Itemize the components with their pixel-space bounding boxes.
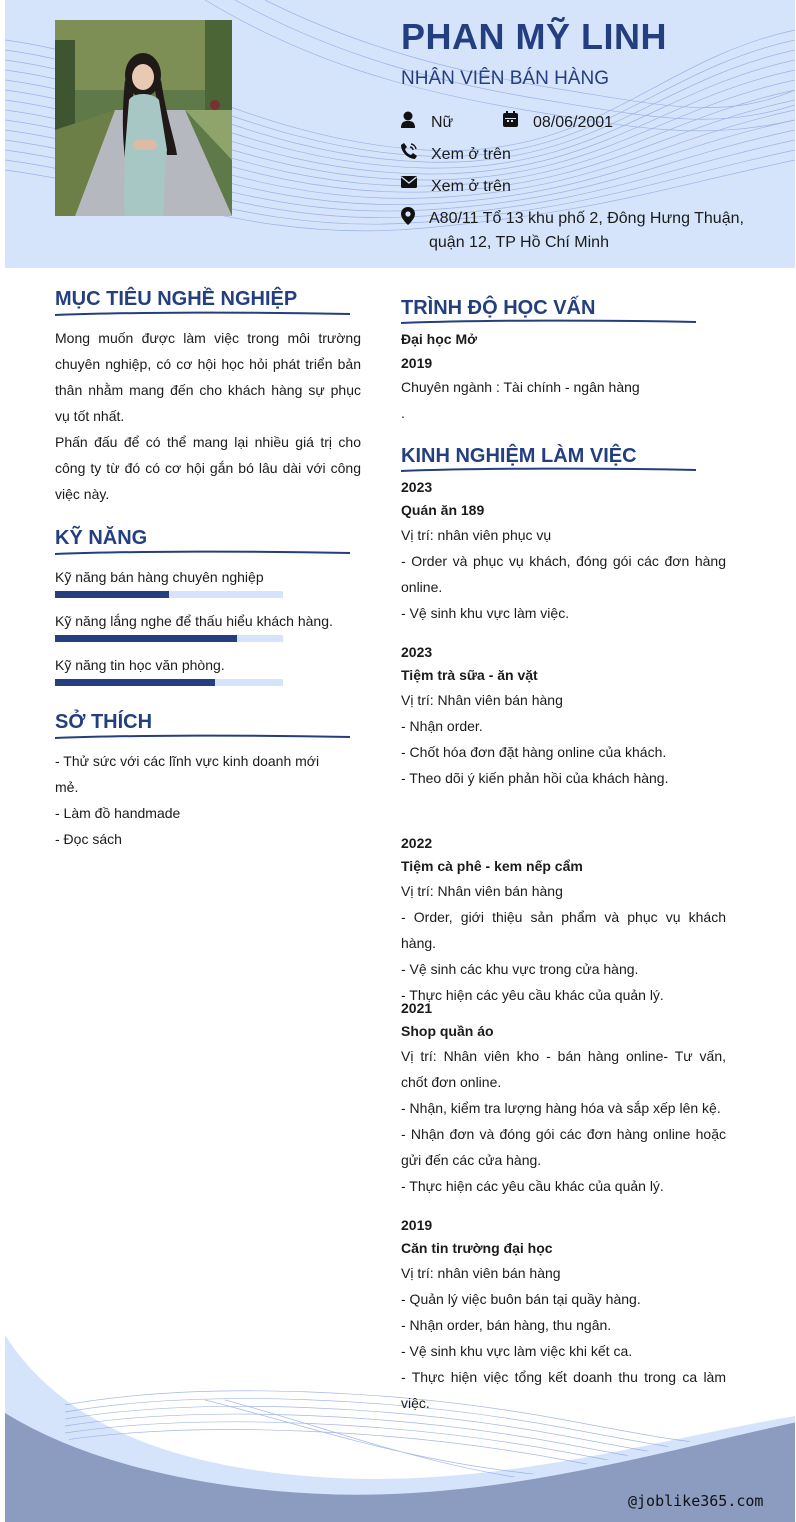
job-line: Vị trí: nhân viên bán hàng xyxy=(401,1265,561,1281)
gender-value: Nữ xyxy=(431,114,454,131)
gender-row xyxy=(401,111,453,135)
job-entry xyxy=(401,476,726,626)
phone-row xyxy=(401,143,511,167)
job-company: Quán ăn 189 xyxy=(401,502,485,518)
job-line: - Quản lý việc buôn bán tại quầy hàng. xyxy=(401,1291,641,1307)
objective-paragraph-1: Mong muốn được làm việc trong môi trường chuyên nghiệp, có cơ hội học hỏi phát triển bản thân nhằm mang đến cho khách hàng sự phục vụ tốt nhất. xyxy=(55,330,361,424)
job-line: Vị trí: Nhân viên bán hàng xyxy=(401,692,563,708)
hobby-item: - Thử sức với các lĩnh vực kinh doanh mới mẻ. xyxy=(55,753,320,795)
job-line: - Thực hiện việc tổng kết doanh thu trong ca làm việc. xyxy=(401,1369,726,1411)
watermark-text: @joblike365.com xyxy=(628,1492,764,1510)
job-line: - Thực hiện các yêu cầu khác của quản lý. xyxy=(401,1178,664,1194)
email-value: Xem ở trên xyxy=(431,178,511,195)
skill-bar-fill xyxy=(55,679,215,686)
location-icon xyxy=(401,207,415,225)
education-year: 2019 xyxy=(401,355,433,371)
job-line: Vị trí: Nhân viên kho - bán hàng online- Tư vấn, chốt đơn online. xyxy=(401,1048,726,1090)
cv-page xyxy=(5,0,795,1522)
experience-title: KINH NGHIỆM LÀM VIỆC xyxy=(401,445,637,467)
address-value: A80/11 Tổ 13 khu phố 2, Đông Hưng Thuận, quận 12, TP Hồ Chí Minh xyxy=(429,210,744,251)
objective-title: MỤC TIÊU NGHỀ NGHIỆP xyxy=(55,288,298,310)
email-row xyxy=(401,175,511,199)
job-line: Vị trí: Nhân viên bán hàng xyxy=(401,883,563,899)
calendar-icon xyxy=(503,111,519,129)
job-year: 2023 xyxy=(401,644,433,660)
skill-bar-fill xyxy=(55,635,237,642)
job-entry xyxy=(401,641,726,791)
skill-bar xyxy=(55,679,283,686)
education-title: TRÌNH ĐỘ HỌC VẤN xyxy=(401,297,596,319)
skill-bar xyxy=(55,591,283,598)
job-company: Tiệm cà phê - kem nếp cẩm xyxy=(401,858,583,874)
job-year: 2023 xyxy=(401,479,433,495)
job-line: - Vệ sinh các khu vực trong cửa hàng. xyxy=(401,961,639,977)
job-line: Vị trí: nhân viên phục vụ xyxy=(401,527,552,543)
objective-underline xyxy=(55,310,350,318)
job-line: - Theo dõi ý kiến phản hồi của khách hàng. xyxy=(401,770,669,786)
birthday-value: 08/06/2001 xyxy=(533,114,614,131)
education-underline xyxy=(401,318,696,326)
objective-paragraph-2: Phấn đấu để có thể mang lại nhiều giá trị cho công ty từ đó có cơ hội gắn bó lâu dài với công việc này. xyxy=(55,434,361,502)
job-line: - Thực hiện các yêu cầu khác của quản lý. xyxy=(401,987,664,1003)
hobby-item: - Làm đồ handmade xyxy=(55,805,181,821)
education-note: . xyxy=(401,405,405,421)
hobbies-title: SỞ THÍCH xyxy=(55,711,153,733)
hobbies-list xyxy=(55,748,325,852)
skill-label: Kỹ năng bán hàng chuyên nghiệp xyxy=(55,569,264,585)
mail-icon xyxy=(401,175,417,193)
job-line: - Order, giới thiệu sản phẩm và phục vụ khách hàng. xyxy=(401,909,726,951)
hobby-item: - Đọc sách xyxy=(55,831,122,847)
phone-value: Xem ở trên xyxy=(431,146,511,163)
candidate-name: PHAN MỸ LINH xyxy=(401,16,667,57)
skill-bar xyxy=(55,635,283,642)
job-line: - Nhận order, bán hàng, thu ngân. xyxy=(401,1317,612,1333)
education-school: Đại học Mở xyxy=(401,331,478,347)
skills-underline xyxy=(55,549,350,557)
address-row xyxy=(401,207,761,255)
experience-underline xyxy=(401,466,696,474)
skill-bar-fill xyxy=(55,591,169,598)
job-line: - Vệ sinh khu vực làm việc. xyxy=(401,605,570,621)
skill-label: Kỹ năng tin học văn phòng. xyxy=(55,657,225,673)
job-line: - Nhận, kiểm tra lượng hàng hóa và sắp xếp lên kệ. xyxy=(401,1100,721,1116)
job-entry xyxy=(401,832,726,1008)
job-entry xyxy=(401,997,726,1199)
hobbies-underline xyxy=(55,733,350,741)
job-line: - Nhận đơn và đóng gói các đơn hàng online hoặc gửi đến các cửa hàng. xyxy=(401,1126,726,1168)
job-company: Shop quần áo xyxy=(401,1023,494,1039)
job-line: - Nhận order. xyxy=(401,718,483,734)
job-line: - Vệ sinh khu vực làm việc khi kết ca. xyxy=(401,1343,633,1359)
profile-photo xyxy=(55,20,232,216)
job-company: Căn tin trường đại học xyxy=(401,1240,553,1256)
job-year: 2021 xyxy=(401,1000,433,1016)
birthday-row xyxy=(503,111,613,135)
education-major: Chuyên ngành : Tài chính - ngân hàng xyxy=(401,379,640,395)
skill-label: Kỹ năng lắng nghe để thấu hiểu khách hàng. xyxy=(55,613,333,629)
user-icon xyxy=(401,111,417,129)
job-year: 2019 xyxy=(401,1217,433,1233)
job-title: NHÂN VIÊN BÁN HÀNG xyxy=(401,68,609,89)
job-line: - Chốt hóa đơn đặt hàng online của khách. xyxy=(401,744,667,760)
phone-icon xyxy=(401,143,417,161)
job-line: - Order và phục vụ khách, đóng gói các đơn hàng online. xyxy=(401,553,726,595)
job-year: 2022 xyxy=(401,835,433,851)
job-entry xyxy=(401,1214,726,1416)
job-company: Tiệm trà sữa - ăn vặt xyxy=(401,667,538,683)
skills-title: KỸ NĂNG xyxy=(55,527,148,549)
